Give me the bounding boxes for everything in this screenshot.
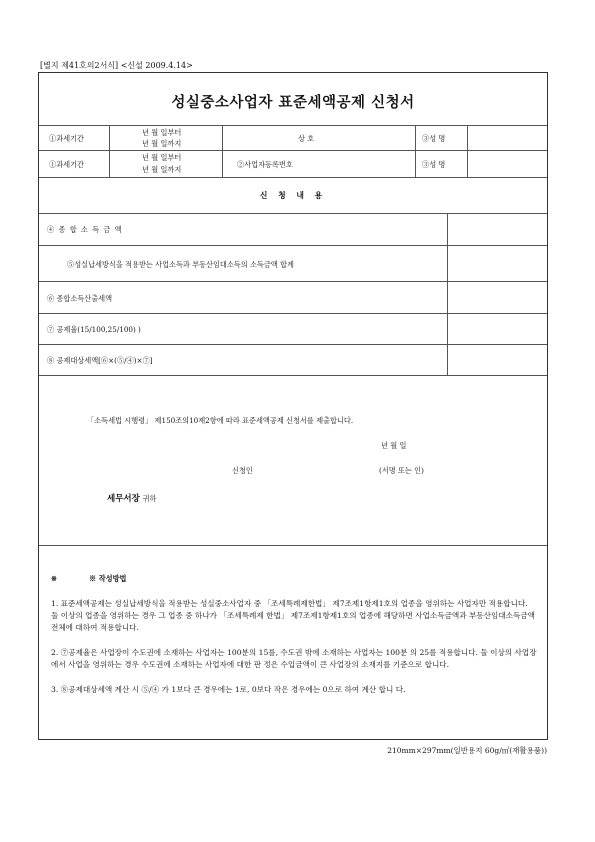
section-title: 신 청 내 용 bbox=[259, 191, 327, 200]
divider bbox=[39, 177, 547, 178]
addressee bbox=[107, 492, 156, 504]
period-from: 년 월 일부터 bbox=[142, 153, 182, 162]
period-from: 년 월 일부터 bbox=[142, 128, 182, 137]
deduction-rate-input[interactable] bbox=[448, 314, 546, 344]
trade-name-label: 상 호 bbox=[298, 134, 315, 143]
divider bbox=[39, 375, 547, 376]
paper-spec-footer: 210mm×297mm(일반용지 60g/㎡(재활용품)) bbox=[387, 746, 547, 755]
guide-item-3: 3. ⑧공제대상세액 계산 시 ⑤/④ 가 1보다 큰 경우에는 1로, 0보다 작은 경우에는 0으로 하여 계산 합니 다. bbox=[51, 685, 406, 694]
name-label: ③성 명 bbox=[422, 160, 446, 169]
business-reg-number-label: ②사업자등록번호 bbox=[237, 160, 293, 169]
application-form bbox=[38, 72, 548, 740]
guide-item-2: 2. ⑦공제율은 사업장이 수도권에 소재하는 사업자는 100분의 15를, 수도권 밖에 소재하는 사업자는 100분 의 25를 적용합니다. 둘 이상의 사업장에서 사업을 영위하는 경우 수도권에 소재하는 사업자에 대한 판 정은 수입금액이 큰 사업장의 소재지를 기준으로 합니다. bbox=[51, 648, 537, 669]
date-line: 년 월 일 bbox=[381, 441, 407, 450]
guide-item-1: 1. 표준세액공제는 성실납세방식을 적용받는 성실중소사업자 중 「조세특례제한법」 제7조제1항제1호의 업종을 영위하는 사업자만 적용합니다. 둘 이상의 업종을 영위하는 경우 그 업종 중 하나가 「조세특례제 한법」 제7조제1항제1호의 업종에 해당하면 사업소득금액과 부동산임대소득금액 전체에 대하여 적용합니다. bbox=[51, 599, 536, 632]
divider bbox=[415, 125, 416, 177]
item-deductible-tax: ⑧ 공제대상세액[⑥×(⑤/④)×⑦] bbox=[47, 356, 153, 365]
divider bbox=[109, 125, 110, 177]
item-total-income: ④ 종 합 소 득 금 액 bbox=[47, 225, 123, 234]
name-label: ③성 명 bbox=[422, 134, 446, 143]
period-to: 년 월 일까지 bbox=[142, 139, 182, 148]
signature-label: (서명 또는 인) bbox=[379, 466, 424, 475]
form-number-note: [별지 제41호의2서식] <신설 2009.4.14> bbox=[40, 61, 193, 70]
calculated-tax-input[interactable] bbox=[448, 282, 546, 313]
total-income-input[interactable] bbox=[448, 214, 546, 245]
statement-text: 「소득세법 시행령」 제150조의10제2항에 따라 표준세액공제 신청서를 제출합니다. bbox=[87, 416, 354, 425]
tax-period-label: ①과세기간 bbox=[49, 160, 84, 169]
tax-period-label: ①과세기간 bbox=[49, 134, 84, 143]
deductible-tax-input[interactable] bbox=[448, 345, 546, 375]
guide-bullet: ※ bbox=[51, 574, 58, 583]
item-calculated-tax: ⑥ 종합소득산출세액 bbox=[47, 294, 113, 303]
name-input[interactable] bbox=[468, 151, 546, 176]
item-business-income-sum: ⑤성실납세방식을 적용받는 사업소득과 부동산임대소득의 소득금액 합계 bbox=[67, 260, 294, 269]
item-deduction-rate: ⑦ 공제율(15/100,25/100) ) bbox=[47, 325, 141, 334]
period-to: 년 월 일까지 bbox=[142, 165, 182, 174]
business-income-input[interactable] bbox=[448, 246, 546, 281]
divider bbox=[222, 125, 223, 177]
guide-title: ※ 작성방법 bbox=[89, 574, 127, 583]
applicant-label: 신청인 bbox=[232, 466, 253, 475]
name-input[interactable] bbox=[468, 126, 546, 150]
addressee-suffix: 귀하 bbox=[142, 494, 157, 503]
tax-office-head: 세무서장 bbox=[107, 494, 140, 504]
divider bbox=[39, 545, 547, 546]
form-title: 성실중소사업자 표준세액공제 신청서 bbox=[171, 94, 415, 111]
